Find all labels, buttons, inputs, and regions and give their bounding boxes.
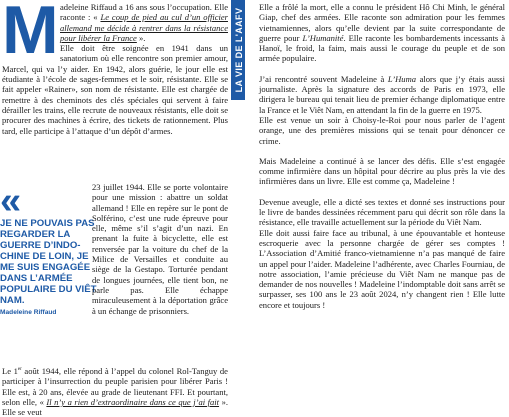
journalist-text-a: J’ai rencontré souvent Madeleine à: [259, 73, 388, 84]
liberation-quote-end: ». Elle se veut: [2, 396, 228, 417]
agent-orange-paragraph: Elle est venue un soir à Choisy-le-Roi pour nous parler de l’agent orange, une des premières missions qui se tenait pour dénoncer ce crime.: [259, 114, 505, 146]
section-sidebar-band: [231, 0, 245, 100]
article-column-left: [2, 2, 228, 136]
newspaper-short-name: L’Huma: [387, 73, 417, 84]
liberation-paragraph: [2, 366, 228, 417]
article-column-left-lower: [92, 182, 228, 316]
section-sidebar-label: LA VIE DE L'AAFV: [234, 7, 244, 93]
vietnam-paragraph: [259, 2, 505, 64]
quote-mark-icon: «: [0, 180, 22, 222]
liberation-date-lead: Le 1: [2, 366, 18, 376]
mission-paragraph: 23 juillet 1944. Elle se porte volontaire pour une mission : abattre un soldat allemand ! Elle en repère sur le pont de Solférino, c’est une rude épreuve pour elle, même s’il s’agit d’un nazi. En prenant la fuite à bicyclette, elle est renversée par la voiture du chef de la Milice de Versailles et conduite au siège de la Gestapo. Torturée pendant de longues journées, elle tient bon, ne parle pas. Elle échappe miraculeusement à la déportation grâce à un échange de prisonniers.: [92, 182, 228, 316]
intro-paragraph: [2, 0, 228, 68]
intro-text: adeleine Riffaud a 16 ans sous l’occupation. Elle raconte : «: [60, 2, 228, 23]
vietnam-text-a: Elle a frôlé la mort, elle a connu le président Hô Chi Minh, le général Giap, chef des armées. Elle raconte son admiration pour les femmes vietnamiennes, alors qu’elle devient par la suite correspondante de guerre pour: [259, 2, 505, 43]
article-column-left-bottom: [2, 366, 228, 417]
liberation-text: août 1944, elle répond à l’appel du colonel Rol-Tanguy de participer à l’insurrection du peuple parisien pour libérer Paris ! Elle est, à 20 ans, élevée au grade de lieutenant FFI. Et pourtant, selon elle, «: [2, 366, 228, 407]
liberation-date-sup: er: [17, 367, 22, 373]
blind-paragraph: Devenue aveugle, elle a dicté ses textes et donné ses instructions pour le livre de bandes dessinées récemment paru qui décrit son rôle dans la résistance, elle travaille actuellement sur la période du Viêt Nam.: [259, 196, 505, 228]
pull-quote: [0, 180, 100, 317]
drop-cap: M: [2, 0, 59, 68]
pull-quote-text: JE NE POUVAIS PAS REGARDER LA GUERRE D’INDO-CHINE DE LOIN, JE ME SUIS ENGAGÉE DANS L’ARMÉE POPULAIRE DU VIÊT NAM.: [0, 218, 97, 306]
journalist-text-b: alors que j’y étais aussi journaliste. Après la signature des accords de Paris en 1973, elle dirigera le bureau qui tenait lieu de premier échange diplomatique entre la France et le Viêt Nam, en attendant la fin de la guerre en 1975.: [259, 73, 506, 115]
vietnam-text-b: . Elle raconte les bombardements incessants à Hanoï, le froid, la faim, mais aussi le courage du peuple et de son armée populaire.: [259, 32, 505, 64]
intro-quote: Le coup de pied au cul d’un officier allemand me décide à rentrer dans la résistance pour libérer la France: [60, 12, 228, 43]
intro-quote-end: ».: [136, 32, 146, 43]
tribunal-paragraph: Elle doit aussi faire face au tribunal, à une épouvantable et honteuse escroquerie avec la personne chargée de gérer ses comptes ! L’Association d’Amitié franco-vietnamienne n’a pas manqué de faire un appel pour l’aider. Madeleine l’adhérente, avec Charles Fourniau, de notre association, l’amie précieuse du Viêt Nam ne manque pas de demander de nos nouvelles ! Madeleine l’indomptable doit sans arrêt se surpasser, ses 100 ans le 23 août 2024, n’y changent rien ! Elle lutte encore et toujours !: [259, 227, 505, 310]
resistance-paragraph: Elle doit être soignée en 1941 dans un sanatorium où elle rencontre son premier amour, Marcel, qui va l’y aider. En 1942, alors guérie, le jour elle est étudiante à l’école de sages-femmes et le soir, résistante. Elle se fait appeler «Rainer», son nom de résistante. Elle est chargée de remettre à des cheminots des clés spéciales qui servent à faire dérailler les trains, elle recrute de nouveaux résistants, elle doit se procurer des machines à écrire, des tickets de rationnement. Plus tard, elle participe à l’attaque d’un dépôt d’armes.: [2, 43, 228, 136]
pull-quote-author: Madeleine Riffaud: [0, 309, 57, 316]
newspaper-name: L’Humanité: [302, 32, 344, 43]
liberation-quote: Il n’y a rien d’extraordinaire dans ce que j’ai fait: [46, 396, 220, 407]
nurse-paragraph: Mais Madeleine a continué à se lancer des défis. Elle s’est engagée comme infirmière dans un hôpital pour décrire au plus près la vie des infirmières dans un livre. Elle est comme ça, Madeleine !: [259, 155, 505, 187]
journalist-paragraph: [259, 74, 505, 115]
article-column-right: [259, 2, 505, 310]
